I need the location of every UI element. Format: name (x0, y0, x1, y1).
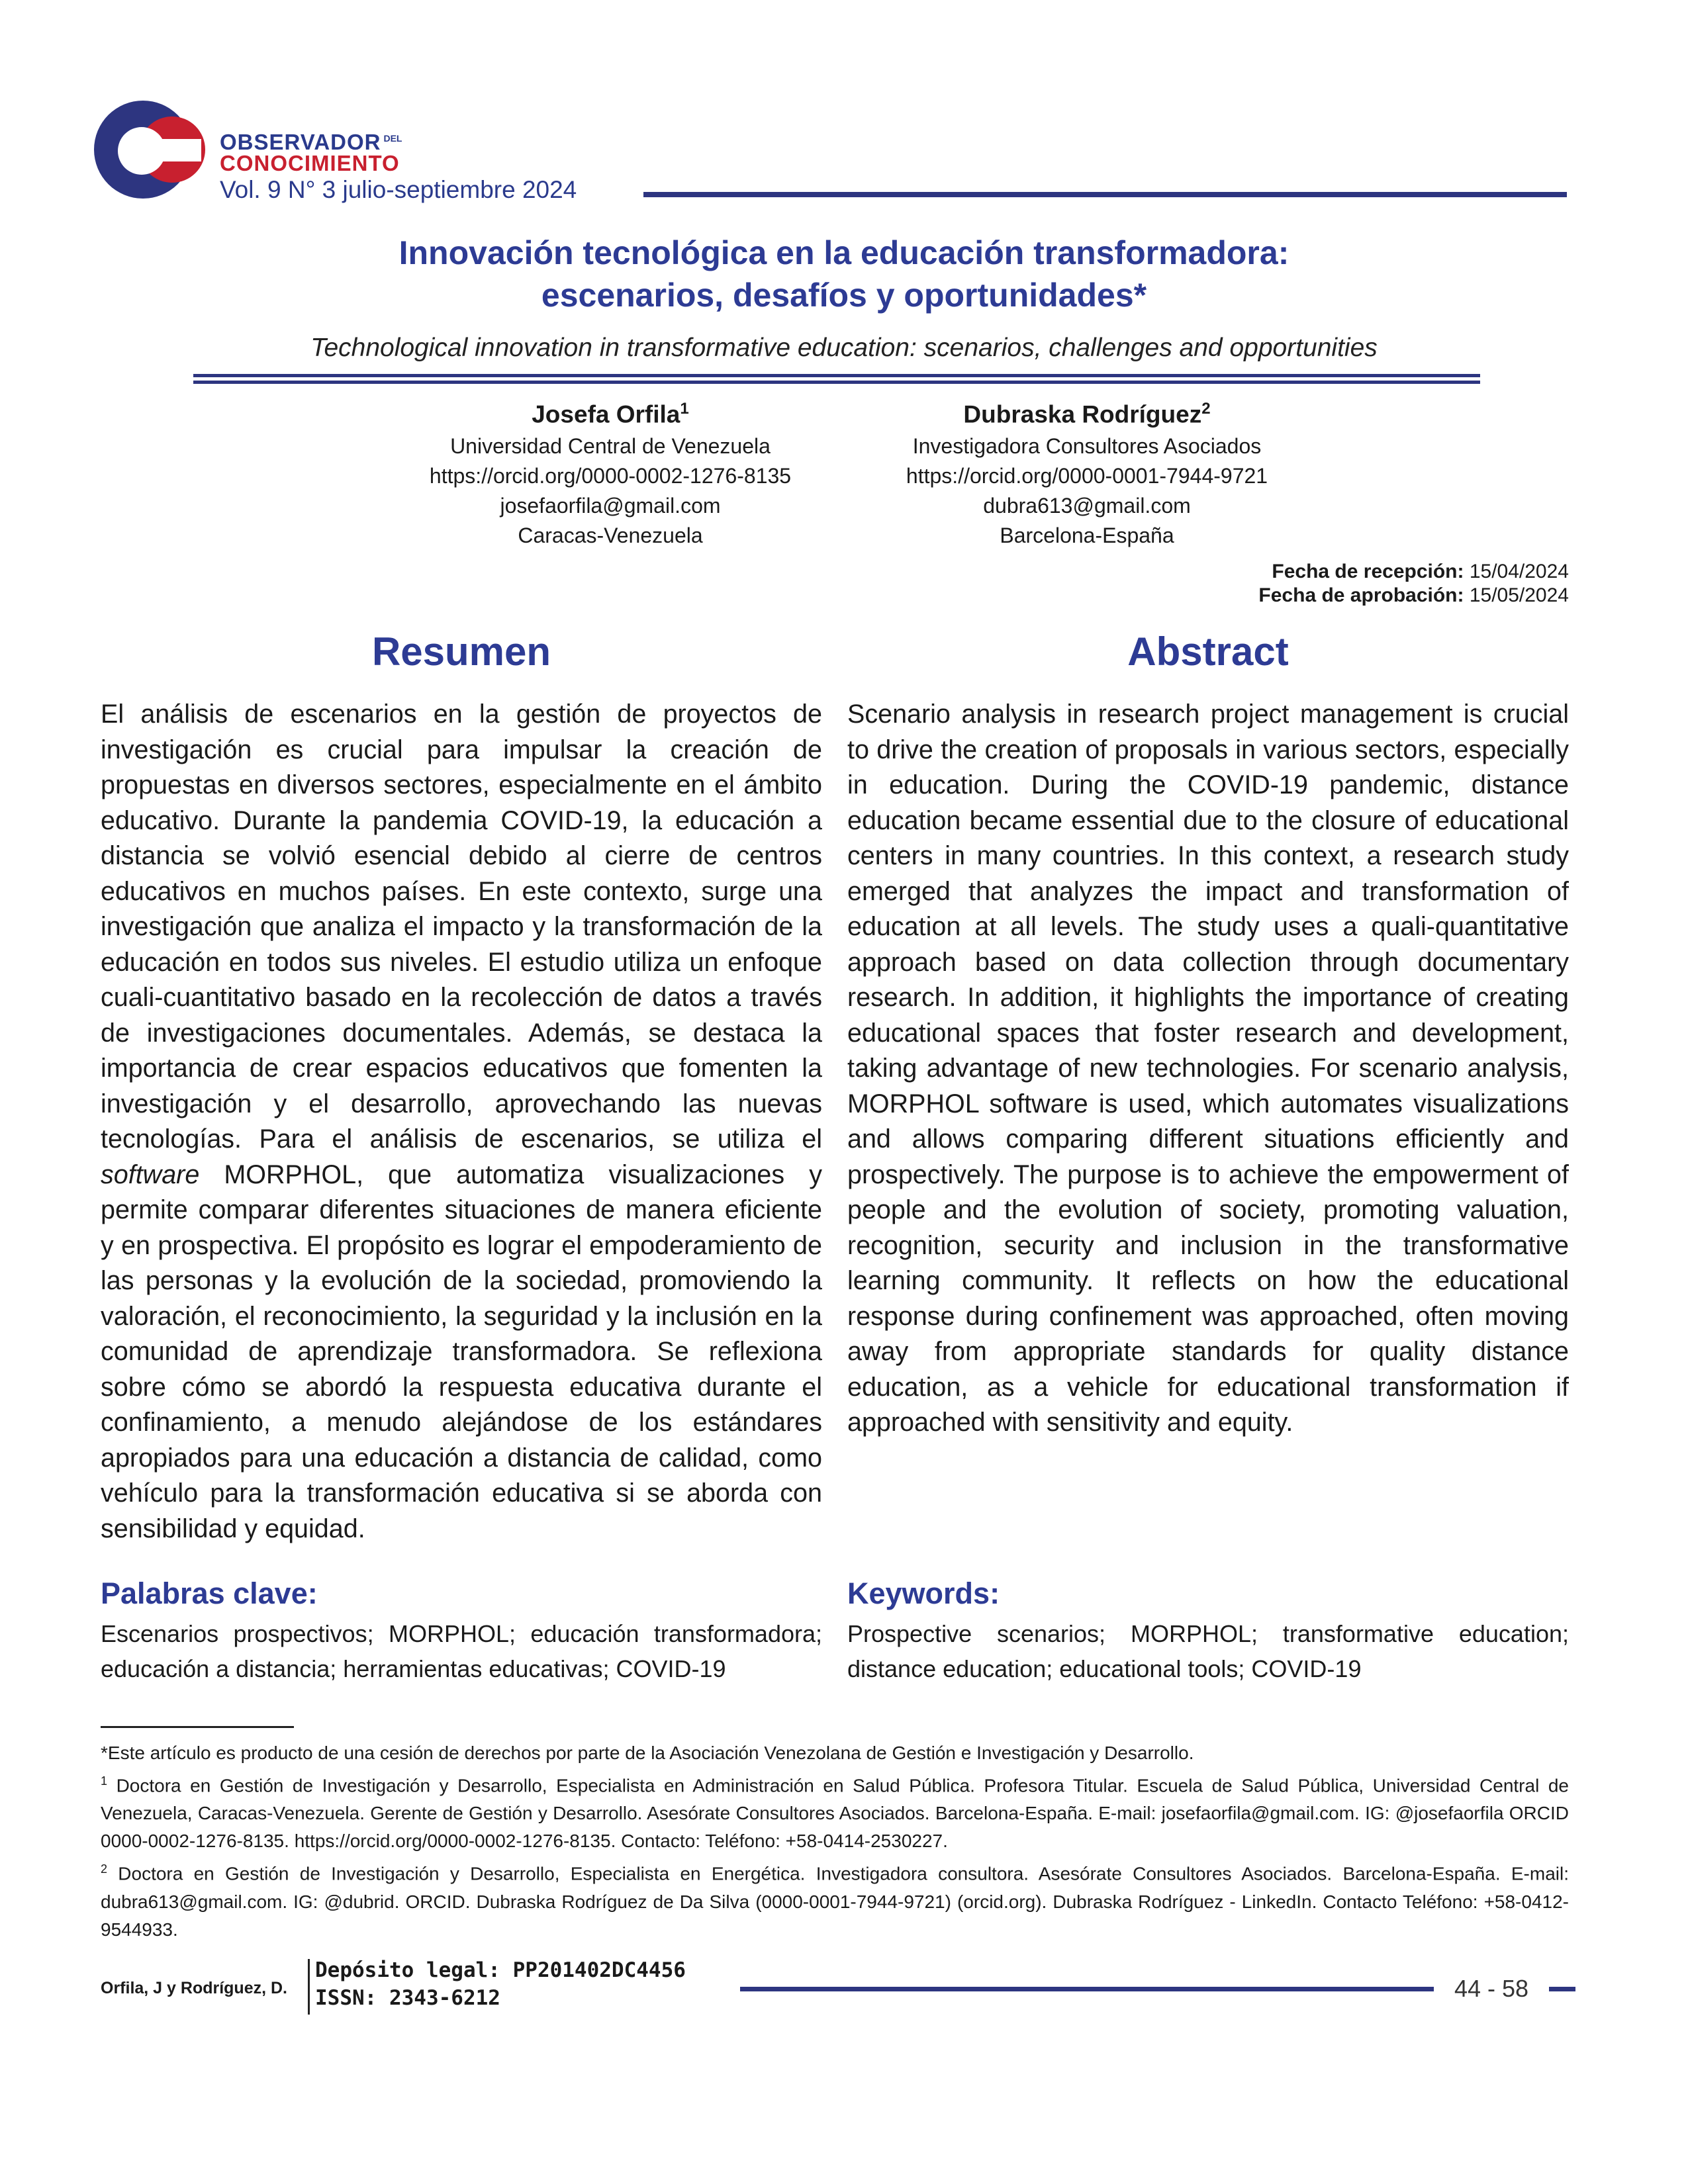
logo-white-notch (160, 139, 201, 161)
footnotes (101, 1739, 1569, 1944)
issn: ISSN: 2343-6212 (315, 1986, 500, 2010)
keywords-text: Prospective scenarios; MORPHOL; transformative education; distance education; educational tools; COVID-19 (847, 1620, 1569, 1682)
author-location: Caracas-Venezuela (518, 523, 703, 548)
header-rule (643, 192, 1567, 197)
footnote-2: $^2$ Doctora en Gestión de Investigación y Desarrollo, Especialista en Energética. Investigadora consultora. Asesórate Consultores Asociados. Barcelona-España. E-mail: dubra613@gmail.com. IG: @dubrid. ORCID. Dubraska Rodríguez de Da Silva (0000-0001-7944-9721) (orcid.org). Dubraska Rodríguez - LinkedIn. Contacto Teléfono: +58-0412-9544933. (101, 1862, 1569, 1940)
author-affiliation: Universidad Central de Venezuela (450, 434, 771, 459)
logo-white-core (118, 127, 165, 175)
deposito-legal: Depósito legal: PP201402DC4456 (315, 1958, 686, 1982)
author-sup: 1 (680, 400, 689, 418)
author-name: Dubraska Rodríguez$^2$ (963, 400, 1211, 428)
resumen-heading: Resumen (371, 629, 551, 674)
footnote-rule (101, 1726, 294, 1728)
author-location: Barcelona-España (1000, 523, 1174, 548)
abstract-text: Scenario analysis in research project management is crucial to drive the creation of proposals in various sectors, especially in education. During the COVID-19 pandemic, distance education became essential due to the closure of educational centers in many countries. In this context, a research study emerged that analyzes the impact and transformation of education at all levels. The study uses a quali-quantitative approach based on data collection through documentary research. In addition, it highlights the importance of creating educational spaces that foster research and development, taking advantage of new technologies. For scenario analysis, MORPHOL software is used, which automates visualizations and allows comparing different situations efficiently and prospectively. The purpose is to achieve the empowerment of people and the evolution of society, promoting valuation, recognition, security and inclusion in the transformative learning community. It reflects on how the educational response during confinement was approached, often moving away from appropriate standards for quality distance education, as a vehicle for educational transformation if approached with sensitivity and equity. (847, 700, 1569, 1437)
palabras-clave-heading: Palabras clave: (101, 1576, 318, 1610)
footer-rule-end (1549, 1987, 1575, 1991)
footer-legal (315, 1956, 686, 2012)
title-rule-top (193, 374, 1480, 377)
footer-divider (308, 1959, 310, 2015)
author-affiliation: Investigadora Consultores Asociados (912, 434, 1262, 459)
author-block-2 (835, 392, 1338, 551)
title-rule-bottom (193, 381, 1480, 384)
article-title-english: Technological innovation in transformative education: scenarios, challenges and opportunities (310, 334, 1378, 362)
abstract-heading: Abstract (1127, 629, 1289, 674)
brand-del: DEL (383, 133, 402, 144)
title-line2: escenarios, desafíos y oportunidades* (541, 277, 1147, 314)
title-line1: Innovación tecnológica en la educación transformadora: (399, 234, 1289, 271)
brand-name-line1: OBSERVADOR $^{DEL}$ (220, 130, 402, 154)
footer-authors: Orfila, J y Rodríguez, D. (101, 1979, 287, 1997)
submission-dates (993, 560, 1569, 608)
author-sup: 2 (1201, 400, 1211, 418)
author-email-link[interactable]: dubra613@gmail.com (983, 494, 1191, 518)
author-orcid-link[interactable]: https://orcid.org/0000-0002-1276-8135 (429, 464, 792, 488)
footer-rule (740, 1987, 1434, 1991)
article-title (199, 232, 1489, 316)
author-block-1 (359, 392, 862, 551)
approved-date: Fecha de aprobación: 15/05/2024 (1258, 584, 1569, 606)
resumen-italic-software: software (101, 1160, 200, 1189)
resumen-text: El análisis de escenarios en la gestión de proyectos de investigación es crucial para impulsar la creación de propuestas en diversos sectores, especialmente en el ámbito educativo. Durante la pandemia COVID-19, la educación a distancia se volvió esencial debido al cierre de centros educativos en muchos países. En este contexto, surge una investigación que analiza el impacto y la transformación de la educación en todos sus niveles. El estudio utiliza un enfoque cuali-cuantitativo basado en la recolección de datos a través de investigaciones documentales. Además, se destaca la importancia de crear espacios educativos que fomenten la investigación y el desarrollo, aprovechando las nuevas tecnologías. Para el análisis de escenarios, se utiliza el software MORPHOL, que automatiza visualizaciones y permite comparar diferentes situaciones de manera eficiente y en prospectiva. El propósito es lograr el empoderamiento de las personas y la evolución de la sociedad, promoviendo la valoración, el reconocimiento, la seguridad y la inclusión en la comunidad de aprendizaje transformadora. Se reflexiona sobre cómo se abordó la respuesta educativa durante el confinamiento, a menudo alejándose de los estándares apropiados para una educación a distancia de calidad, como vehículo para la transformación educativa si se aborda con sensibilidad y equidad. (101, 700, 822, 1543)
author-orcid-link[interactable]: https://orcid.org/0000-0001-7944-9721 (906, 464, 1268, 488)
author-email-link[interactable]: josefaorfila@gmail.com (500, 494, 721, 518)
footnote-1: $^1$ Doctora en Gestión de Investigación y Desarrollo, Especialista en Administración en Salud Pública. Profesora Titular. Escuela de Salud Pública, Universidad Central de Venezuela, Caracas-Venezuela. Gerente de Gestión y Desarrollo. Asesórate Consultores Asociados. Barcelona-España. E-mail: josefaorfila@gmail.com. IG: @josefaorfila ORCID 0000-0002-1276-8135. https://orcid.org/0000-0002-1276-8135. Contacto: Teléfono: +58-0414-2530227. (101, 1774, 1569, 1852)
journal-volume: Vol. 9 N° 3 julio-septiembre 2024 (220, 176, 577, 203)
received-date: Fecha de recepción: 15/04/2024 (1272, 561, 1569, 582)
page-range: 44 - 58 (1454, 1975, 1529, 2002)
brand-name-line2: CONOCIMIENTO (220, 151, 400, 175)
keywords-heading: Keywords: (847, 1576, 1000, 1610)
journal-logo (94, 101, 220, 199)
author-name: Josefa Orfila$^1$ (532, 400, 689, 428)
palabras-clave-text: Escenarios prospectivos; MORPHOL; educación transformadora; educación a distancia; herramientas educativas; COVID-19 (101, 1620, 822, 1682)
footnote-star: *Este artículo es producto de una cesión de derechos por parte de la Asociación Venezolana de Gestión e Investigación y Desarrollo. (101, 1743, 1194, 1763)
